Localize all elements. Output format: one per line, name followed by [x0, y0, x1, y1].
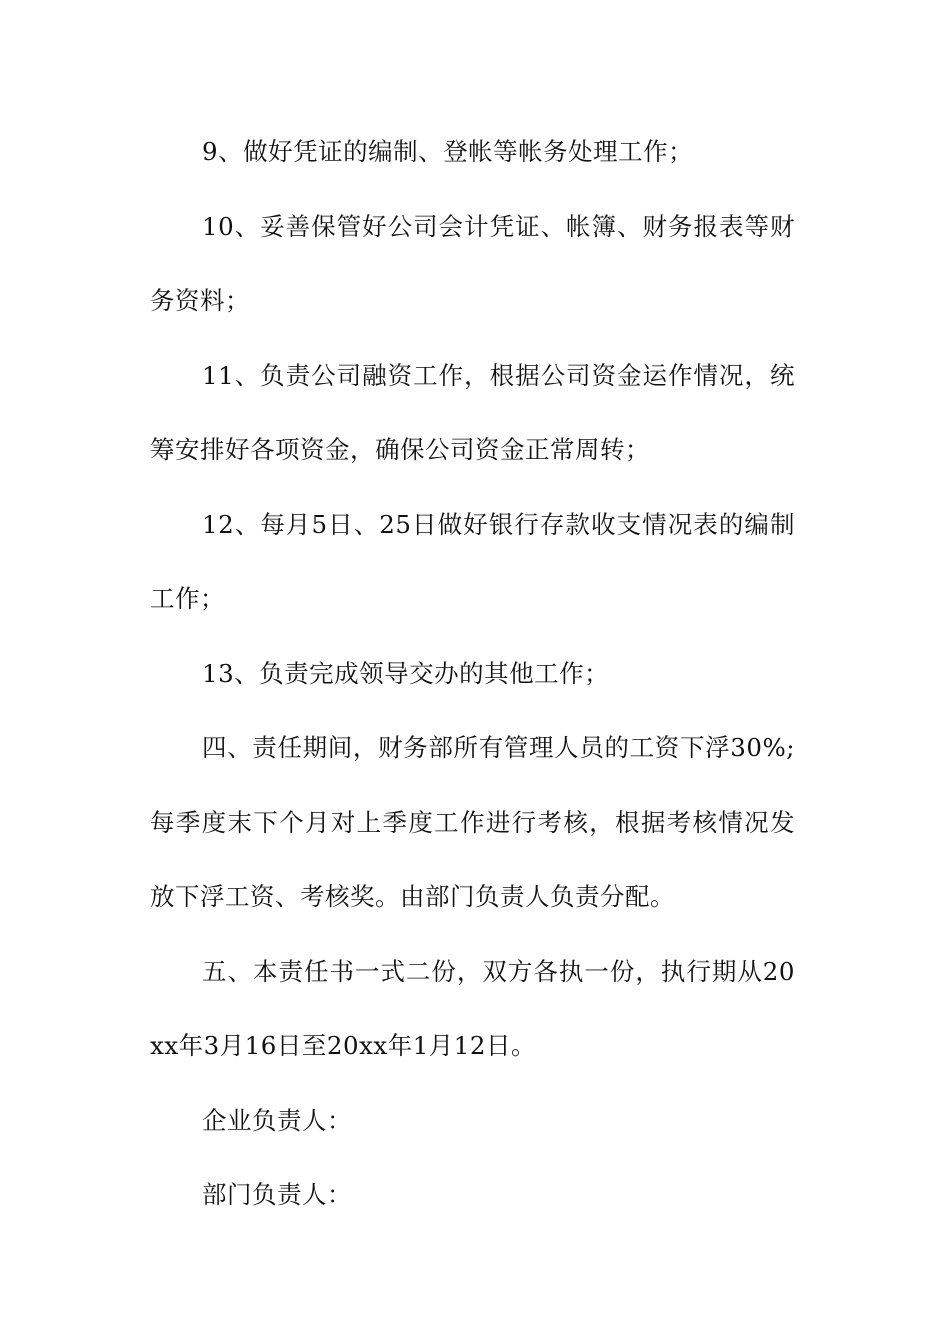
paragraph-item-9: 9、做好凭证的编制、登帐等帐务处理工作； [202, 137, 694, 166]
paragraph-section-5: 五、本责任书一式二份，双方各执一份，执行期从20xx年3月16日至20xx年1月12日。 [150, 956, 795, 1060]
paragraph-item-10: 10、妥善保管好公司会计凭证、帐簿、财务报表等财务资料； [150, 211, 795, 315]
signature-enterprise-head: 企业负责人： [202, 1105, 352, 1135]
paragraph-item-13: 13、负责完成领导交办的其他工作； [202, 658, 610, 688]
paragraph-item-12: 12、每月5日、25日做好银行存款收支情况表的编制工作； [150, 509, 795, 613]
paragraph-section-4: 四、责任期间，财务部所有管理人员的工资下浮30%;每季度末下个月对上季度工作进行考核，根据考核情况发放下浮工资、考核奖。由部门负责人负责分配。 [150, 733, 795, 911]
document-body [150, 115, 795, 1233]
paragraph-item-11: 11、负责公司融资工作，根据公司资金运作情况，统筹安排好各项资金，确保公司资金正常周转； [150, 360, 795, 464]
signature-department-head: 部门负责人： [202, 1180, 352, 1209]
